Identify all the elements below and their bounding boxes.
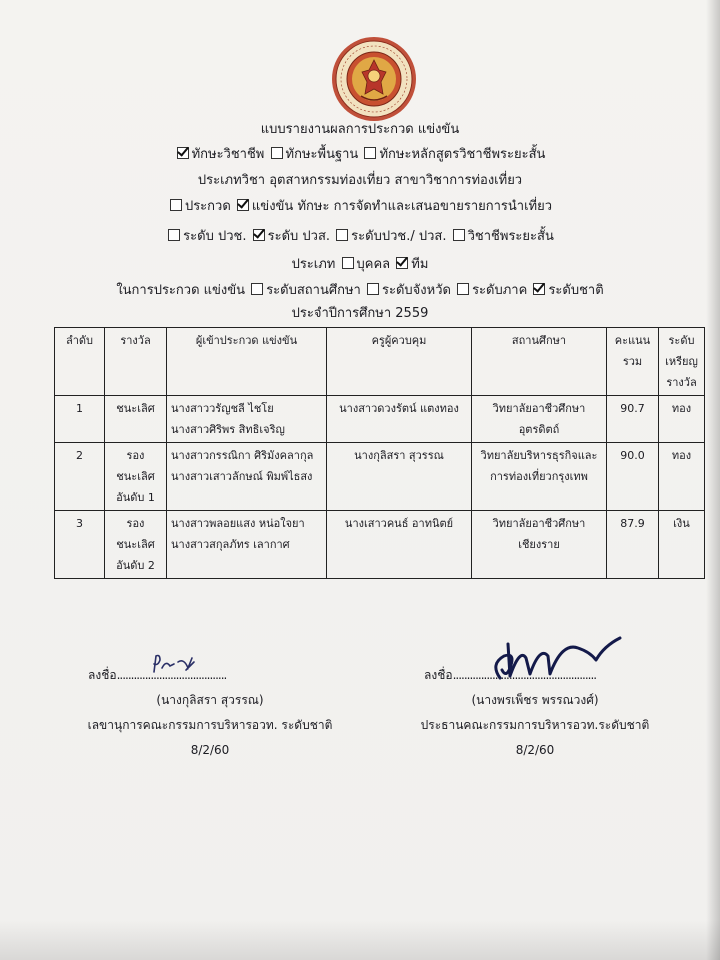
checkbox-team[interactable]: [396, 257, 408, 269]
scope-prefix: ในการประกวด แข่งขัน: [116, 283, 246, 298]
header-medal-line3: รางวัล: [666, 376, 697, 389]
cell-no: 2: [55, 443, 105, 511]
cell-award-line: อันดับ 2: [116, 559, 155, 572]
left-signer-name: (นางกุลิสรา สุวรรณ): [156, 693, 264, 707]
cell-competitors: [167, 443, 327, 511]
school-line: วิทยาลัยอาชีวศึกษา: [492, 402, 586, 415]
label-scope-region: ระดับภาค: [472, 283, 528, 298]
label-level-pvc: ระดับ ปวช.: [183, 229, 247, 244]
table-row: [55, 443, 705, 511]
header-competitors: ผู้เข้าประกวด แข่งขัน: [167, 328, 327, 396]
scope-line: [0, 282, 720, 300]
cell-award: [105, 443, 167, 511]
school-line: อุตรดิตถ์: [518, 423, 560, 436]
category-line: ประเภทวิชา อุตสาหกรรมท่องเที่ยว สาขาวิชาการท่องเที่ยว: [197, 173, 523, 188]
header-score-line1: คะแนน: [614, 334, 651, 347]
cell-no: 1: [55, 396, 105, 443]
label-team: ทีม: [411, 257, 429, 272]
checkbox-contest[interactable]: [170, 199, 182, 211]
cell-award-line: อันดับ 1: [116, 491, 155, 504]
checkbox-scope-province[interactable]: [367, 283, 379, 295]
right-signer-name: (นางพรเพ็ชร พรรณวงศ์): [471, 693, 599, 707]
competitor-name: นางสาวเสาวลักษณ์ พิมพ์ไธสง: [171, 470, 313, 483]
academic-year-line: ประจำปีการศึกษา 2559: [291, 306, 429, 321]
cell-award: [105, 511, 167, 579]
table-row: [55, 396, 705, 443]
right-sign-prefix: ลงชื่อ: [424, 668, 453, 682]
label-level-short: วิชาชีพระยะสั้น: [467, 229, 554, 244]
checkbox-scope-school[interactable]: [251, 283, 263, 295]
cell-medal: ทอง: [659, 443, 705, 511]
competitor-name: นางสาวพลอยแสง หน่อใจยา: [171, 517, 305, 530]
checkbox-professional-skill[interactable]: [177, 147, 189, 159]
right-handwritten-signature: [486, 634, 626, 684]
page-bottom-shadow: [0, 920, 720, 960]
cell-award-line: ชนะเลิศ: [116, 402, 155, 415]
cell-competitors: [167, 396, 327, 443]
cell-award-line: ชนะเลิศ: [116, 470, 155, 483]
checkbox-level-pvs[interactable]: [253, 229, 265, 241]
right-sign-dots: ...................................................: [452, 668, 597, 682]
right-sign-date: 8/2/60: [515, 743, 555, 757]
left-sign-prefix: ลงชื่อ: [88, 668, 117, 682]
cell-advisor: นางกุลิสรา สุวรรณ: [327, 443, 472, 511]
checkbox-level-short[interactable]: [453, 229, 465, 241]
cell-school: [472, 511, 607, 579]
header-medal-line1: ระดับ: [668, 334, 695, 347]
header-no: ลำดับ: [55, 328, 105, 396]
competitor-name: นางสาวศิริพร สิทธิเจริญ: [171, 423, 285, 436]
cell-award-line: ชนะเลิศ: [116, 538, 155, 551]
label-individual: บุคคล: [356, 257, 391, 272]
cell-score: 90.0: [607, 443, 659, 511]
results-table: [54, 327, 705, 579]
label-competition: แข่งขัน: [251, 199, 294, 214]
header-score-line2: รวม: [622, 355, 643, 368]
cell-medal: เงิน: [659, 511, 705, 579]
label-contest: ประกวด: [184, 199, 231, 214]
left-signer-position: เลขานุการคณะกรรมการบริหารอวท. ระดับชาติ: [87, 718, 333, 732]
left-sign-date: 8/2/60: [190, 743, 230, 757]
cell-school: [472, 396, 607, 443]
header-medal-line2: เหรียญ: [665, 355, 698, 368]
cell-award: [105, 396, 167, 443]
cell-school: [472, 443, 607, 511]
cell-advisor: นางสาวดวงรัตน์ แตงทอง: [327, 396, 472, 443]
skill-type-line: [0, 146, 720, 164]
type-line: [0, 256, 720, 274]
cell-no: 3: [55, 511, 105, 579]
label-level-pvs: ระดับ ปวส.: [267, 229, 331, 244]
contest-skill-name: ทักษะ การจัดทำและเสนอขายรายการนำเที่ยว: [297, 199, 553, 214]
label-scope-school: ระดับสถานศึกษา: [266, 283, 361, 298]
label-professional-skill: ทักษะวิชาชีพ: [191, 147, 265, 162]
label-basic-skill: ทักษะพื้นฐาน: [285, 147, 359, 162]
type-prefix: ประเภท: [291, 257, 336, 272]
cell-score: 90.7: [607, 396, 659, 443]
school-line: วิทยาลัยอาชีวศึกษา: [492, 517, 586, 530]
checkbox-individual[interactable]: [342, 257, 354, 269]
cell-competitors: [167, 511, 327, 579]
label-short-course-skill: ทักษะหลักสูตรวิชาชีพระยะสั้น: [379, 147, 546, 162]
cell-medal: ทอง: [659, 396, 705, 443]
checkbox-scope-national[interactable]: [533, 283, 545, 295]
label-scope-national: ระดับชาติ: [548, 283, 604, 298]
checkbox-short-course-skill[interactable]: [364, 147, 376, 159]
organization-seal-logo: [331, 36, 417, 122]
competitor-name: นางสาวสกุลภัทร เลากาศ: [171, 538, 290, 551]
checkbox-level-pvc[interactable]: [168, 229, 180, 241]
checkbox-competition[interactable]: [237, 199, 249, 211]
right-signer-position: ประธานคณะกรรมการบริหารอวท.ระดับชาติ: [420, 718, 650, 732]
cell-award-line: รอง: [126, 449, 145, 462]
left-handwritten-signature: [148, 650, 208, 680]
header-school: สถานศึกษา: [472, 328, 607, 396]
competitor-name: นางสาวกรรณิกา ศิริมังคลากุล: [171, 449, 314, 462]
label-scope-province: ระดับจังหวัด: [382, 283, 451, 298]
left-sign-dots: .......................................: [116, 668, 227, 682]
competitor-name: นางสาววรัญชลี ไชโย: [171, 402, 274, 415]
table-header-row: [55, 328, 705, 396]
report-title: แบบรายงานผลการประกวด แข่งขัน: [260, 122, 460, 137]
school-line: วิทยาลัยบริหารธุรกิจและ: [480, 449, 598, 462]
header-score: [607, 328, 659, 396]
contest-line: [0, 198, 720, 216]
cell-award-line: รอง: [126, 517, 145, 530]
level-line: [0, 228, 720, 246]
cell-score: 87.9: [607, 511, 659, 579]
school-line: การท่องเที่ยวกรุงเทพ: [490, 470, 588, 483]
checkbox-level-both[interactable]: [336, 229, 348, 241]
page-edge-shadow: [706, 0, 720, 960]
header-advisor: ครูผู้ควบคุม: [327, 328, 472, 396]
school-line: เชียงราย: [518, 538, 560, 551]
cell-advisor: นางเสาวคนธ์ อาทนิตย์: [327, 511, 472, 579]
label-level-both: ระดับปวช./ ปวส.: [351, 229, 447, 244]
checkbox-basic-skill[interactable]: [271, 147, 283, 159]
checkbox-scope-region[interactable]: [457, 283, 469, 295]
header-medal: [659, 328, 705, 396]
table-row: [55, 511, 705, 579]
header-award: รางวัล: [105, 328, 167, 396]
